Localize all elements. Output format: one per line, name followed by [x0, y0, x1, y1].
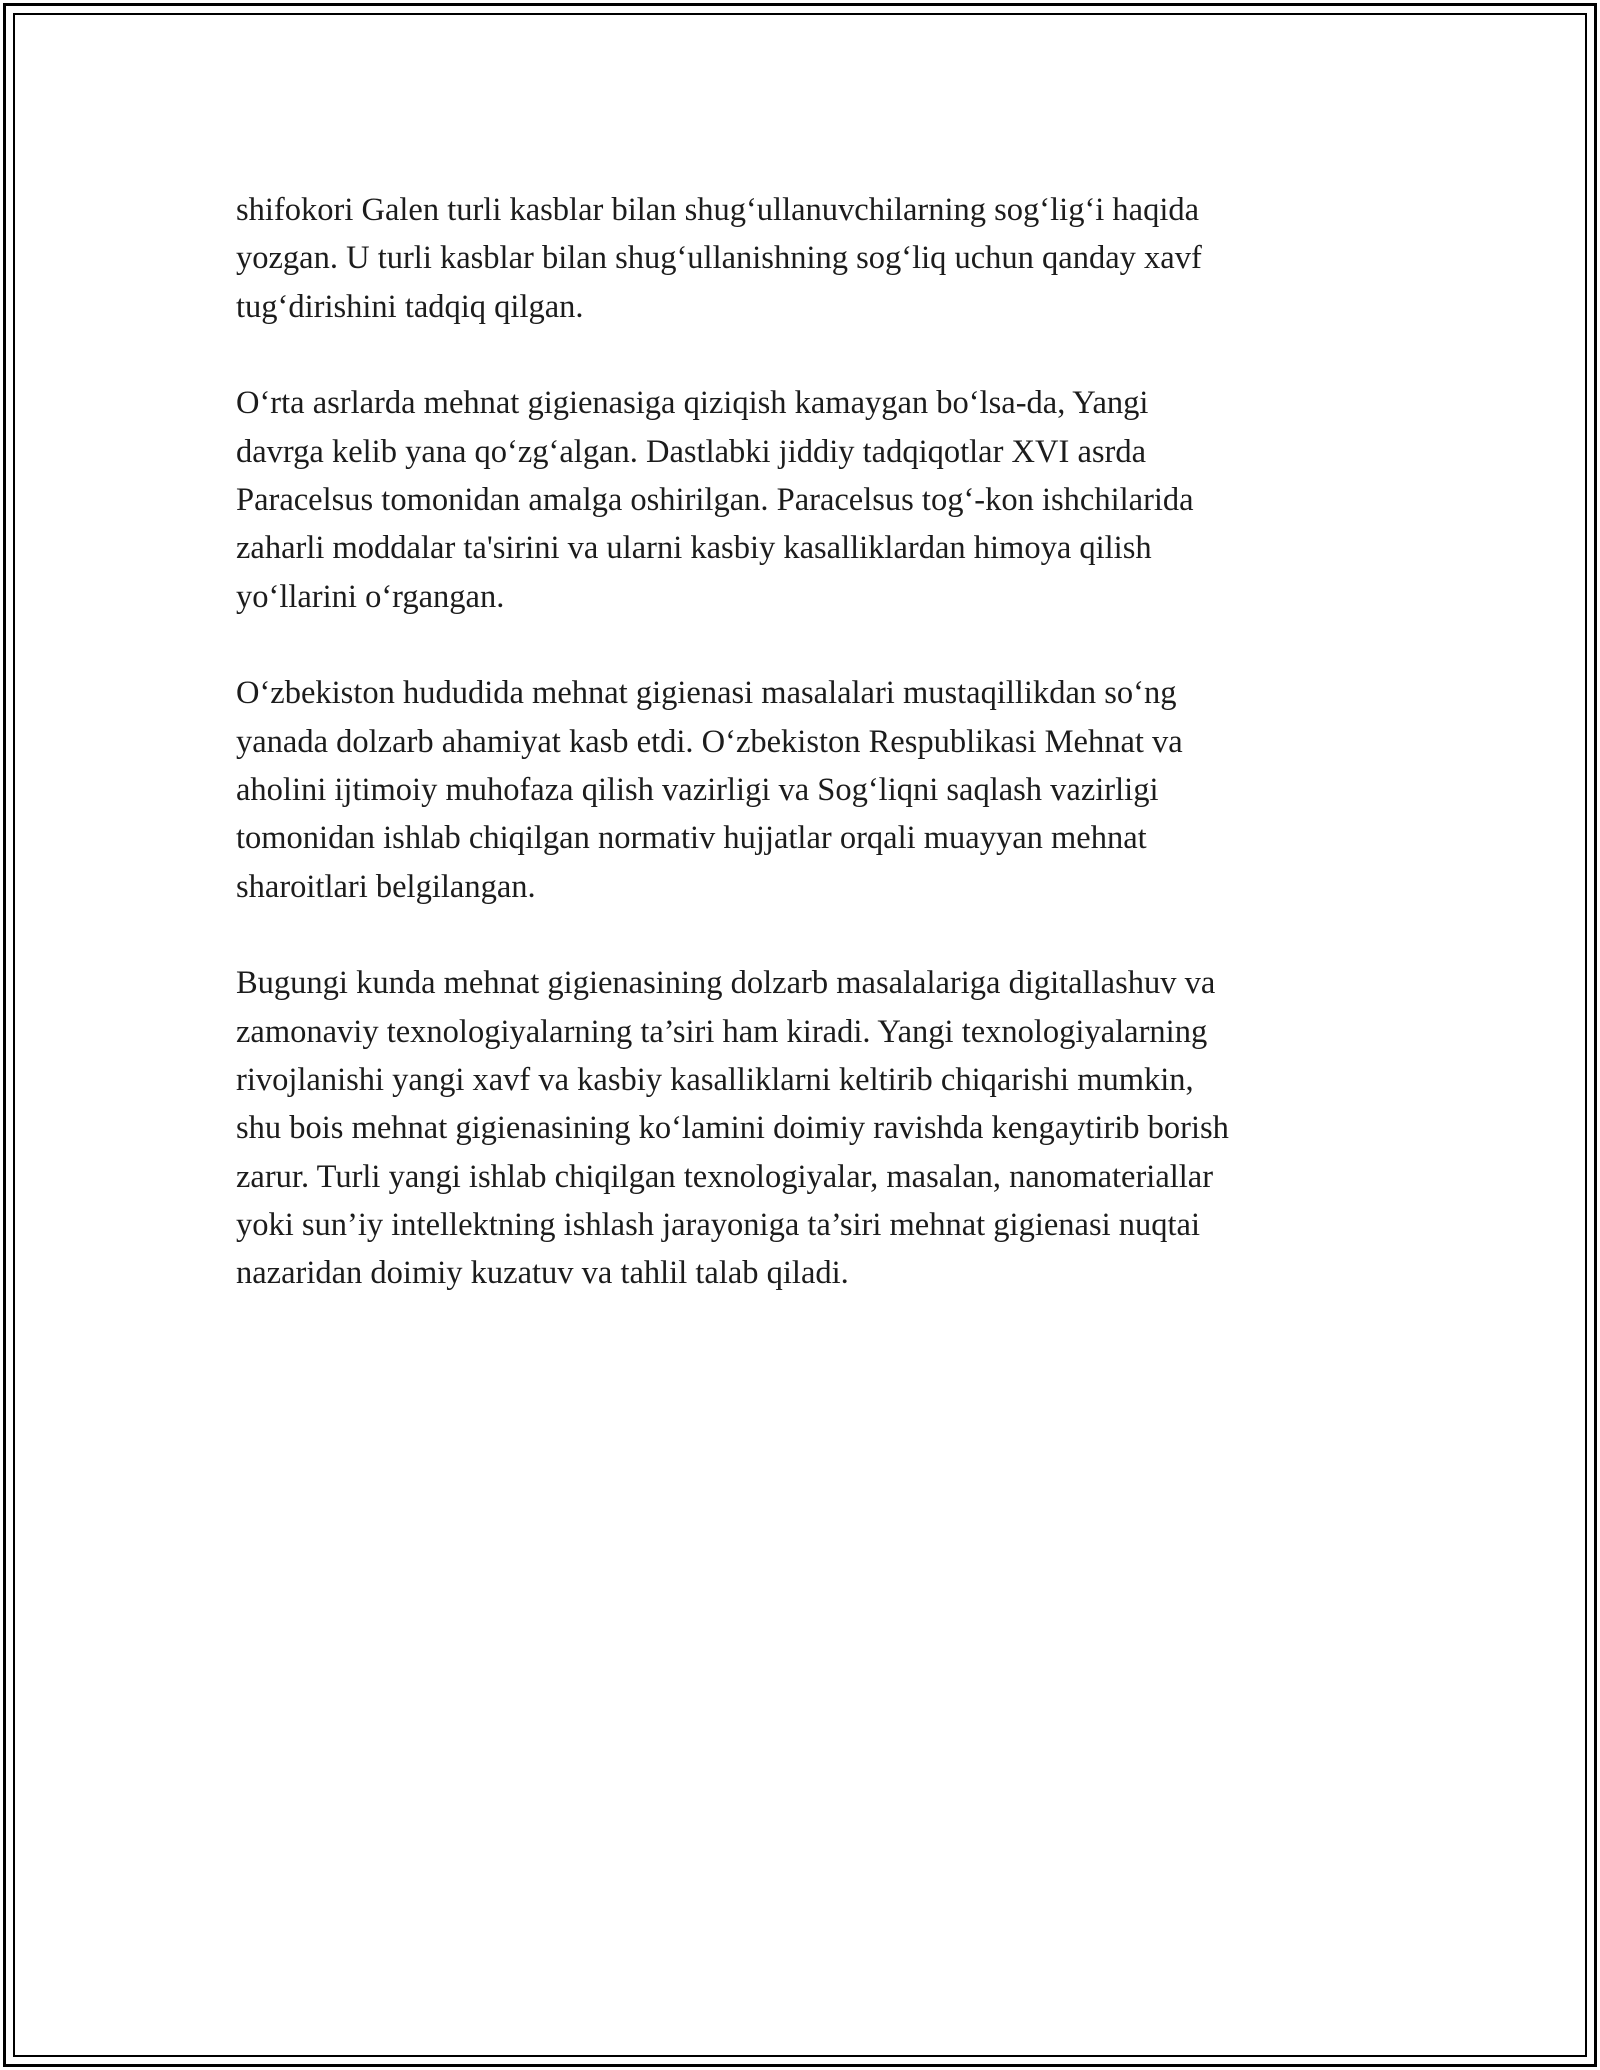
text-line: tug‘dirishini tadqiq qilgan. — [236, 288, 584, 325]
text-line: zarur. Turli yangi ishlab chiqilgan texnologiyalar, masalan, nanomateriallar — [236, 1158, 1214, 1195]
text-line: yanada dolzarb ahamiyat kasb etdi. O‘zbekiston Respublikasi Mehnat va — [236, 723, 1183, 760]
text-line: shu bois mehnat gigienasining ko‘lamini doimiy ravishda kengaytirib borish — [236, 1110, 1229, 1147]
text-line: rivojlanishi yangi xavf va kasbiy kasalliklarni keltirib chiqarishi mumkin, — [236, 1061, 1194, 1098]
document-body — [236, 186, 1386, 1346]
text-line: nazaridan doimiy kuzatuv va tahlil talab qiladi. — [236, 1255, 849, 1292]
text-line: sharoitlari belgilangan. — [236, 868, 536, 905]
text-line: Bugungi kunda mehnat gigienasining dolzarb masalalariga digitallashuv va — [236, 965, 1216, 1002]
paragraph-4 — [236, 959, 1386, 1297]
text-line: yozgan. U turli kasblar bilan shug‘ullanishning sog‘liq uchun qanday xavf — [236, 240, 1202, 277]
text-line: zaharli moddalar ta'sirini va ularni kasbiy kasalliklardan himoya qilish — [236, 530, 1152, 567]
paragraph-2 — [236, 379, 1386, 620]
text-line: shifokori Galen turli kasblar bilan shug‘ullanuvchilarning sog‘lig‘i haqida — [236, 192, 1200, 228]
text-line: aholini ijtimoiy muhofaza qilish vazirligi va Sog‘liqni saqlash vazirligi — [236, 771, 1159, 808]
text-line: O‘zbekiston hududida mehnat gigienasi masalalari mustaqillikdan so‘ng — [236, 675, 1177, 712]
paragraph-1 — [236, 186, 1386, 331]
text-line: Paracelsus tomonidan amalga oshirilgan. Paracelsus tog‘-kon ishchilarida — [236, 481, 1194, 518]
paragraph-3 — [236, 669, 1386, 910]
text-line: yoki sun’iy intellektning ishlash jarayoniga ta’siri mehnat gigienasi nuqtai — [236, 1206, 1200, 1243]
text-line: davrga kelib yana qo‘zg‘algan. Dastlabki jiddiy tadqiqotlar XVI asrda — [236, 433, 1147, 470]
text-line: yo‘llarini o‘rgangan. — [236, 578, 505, 615]
text-line: zamonaviy texnologiyalarning ta’siri ham kiradi. Yangi texnologiyalarning — [236, 1013, 1208, 1050]
text-line: O‘rta asrlarda mehnat gigienasiga qiziqish kamaygan bo‘lsa-da, Yangi — [236, 385, 1149, 422]
text-line: tomonidan ishlab chiqilgan normativ hujjatlar orqali muayyan mehnat — [236, 820, 1147, 857]
